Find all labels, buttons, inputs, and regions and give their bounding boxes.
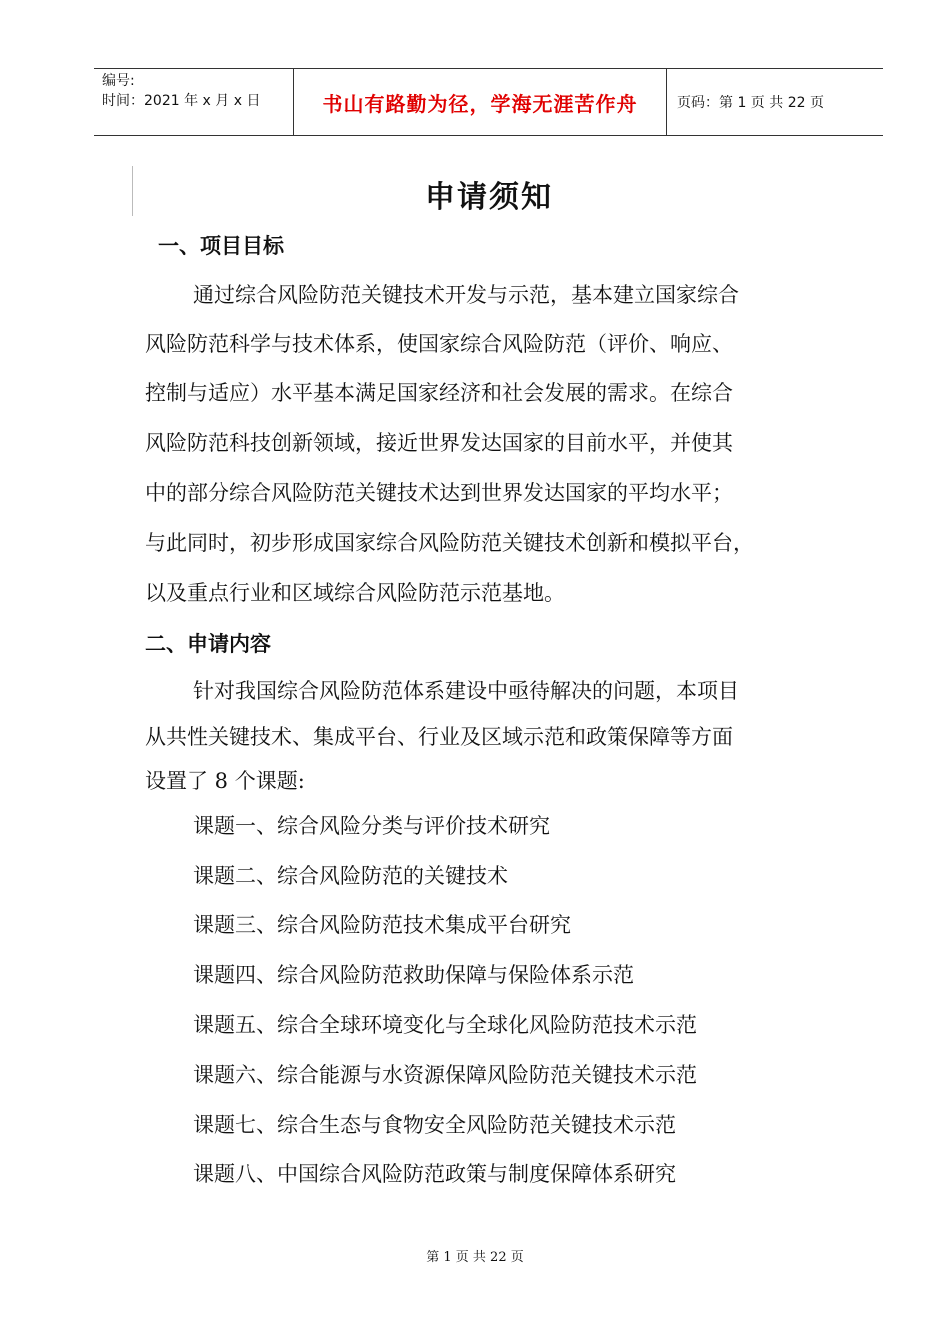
- paragraph-line: 与此同时，初步形成国家综合风险防范关键技术创新和模拟平台，: [145, 531, 754, 555]
- paragraph-line: 通过综合风险防范关键技术开发与示范，基本建立国家综合: [193, 283, 739, 307]
- header-page-info: 页码：第 1 页 共 22 页: [677, 95, 824, 111]
- topic-item: 课题四、综合风险防范救助保障与保险体系示范: [193, 963, 634, 987]
- paragraph-line: 从共性关键技术、集成平台、行业及区域示范和政策保障等方面: [145, 725, 733, 749]
- document-number-label: 编号:: [102, 73, 135, 89]
- topic-item: 课题七、综合生态与食物安全风险防范关键技术示范: [193, 1113, 676, 1137]
- header-page-cell: [667, 69, 883, 135]
- page-footer: 第 1 页 共 22 页: [426, 1250, 524, 1265]
- paragraph-line: 风险防范科技创新领域，接近世界发达国家的目前水平，并使其: [145, 431, 733, 455]
- paragraph-line: 中的部分综合风险防范关键技术达到世界发达国家的平均水平；: [145, 481, 733, 505]
- header-motto-cell: [294, 69, 667, 135]
- topic-item: 课题六、综合能源与水资源保障风险防范关键技术示范: [193, 1063, 697, 1087]
- topic-item: 课题三、综合风险防范技术集成平台研究: [193, 913, 571, 937]
- section-heading-goals: 一、项目目标: [158, 234, 284, 258]
- paragraph-line: 针对我国综合风险防范体系建设中亟待解决的问题，本项目: [193, 679, 739, 703]
- topic-item: 课题八、中国综合风险防范政策与制度保障体系研究: [193, 1162, 676, 1186]
- topic-item: 课题一、综合风险分类与评价技术研究: [193, 814, 550, 838]
- document-title: 申请须知: [425, 180, 553, 215]
- header-meta-cell: [94, 69, 294, 135]
- section-heading-content: 二、申请内容: [145, 632, 271, 656]
- paragraph-line: 设置了 8 个课题:: [145, 769, 305, 793]
- topic-item: 课题五、综合全球环境变化与全球化风险防范技术示范: [193, 1013, 697, 1037]
- paragraph-line: 以及重点行业和区域综合风险防范示范基地。: [145, 581, 565, 605]
- paragraph-line: 风险防范科学与技术体系，使国家综合风险防范（评价、响应、: [145, 332, 733, 356]
- topic-item: 课题二、综合风险防范的关键技术: [193, 864, 508, 888]
- header-motto: 书山有路勤为径，学海无涯苦作舟: [322, 91, 638, 116]
- document-date: 时间：2021 年 x 月 x 日: [102, 93, 261, 109]
- paragraph-line: 控制与适应）水平基本满足国家经济和社会发展的需求。在综合: [145, 381, 733, 405]
- page-header: [94, 68, 883, 136]
